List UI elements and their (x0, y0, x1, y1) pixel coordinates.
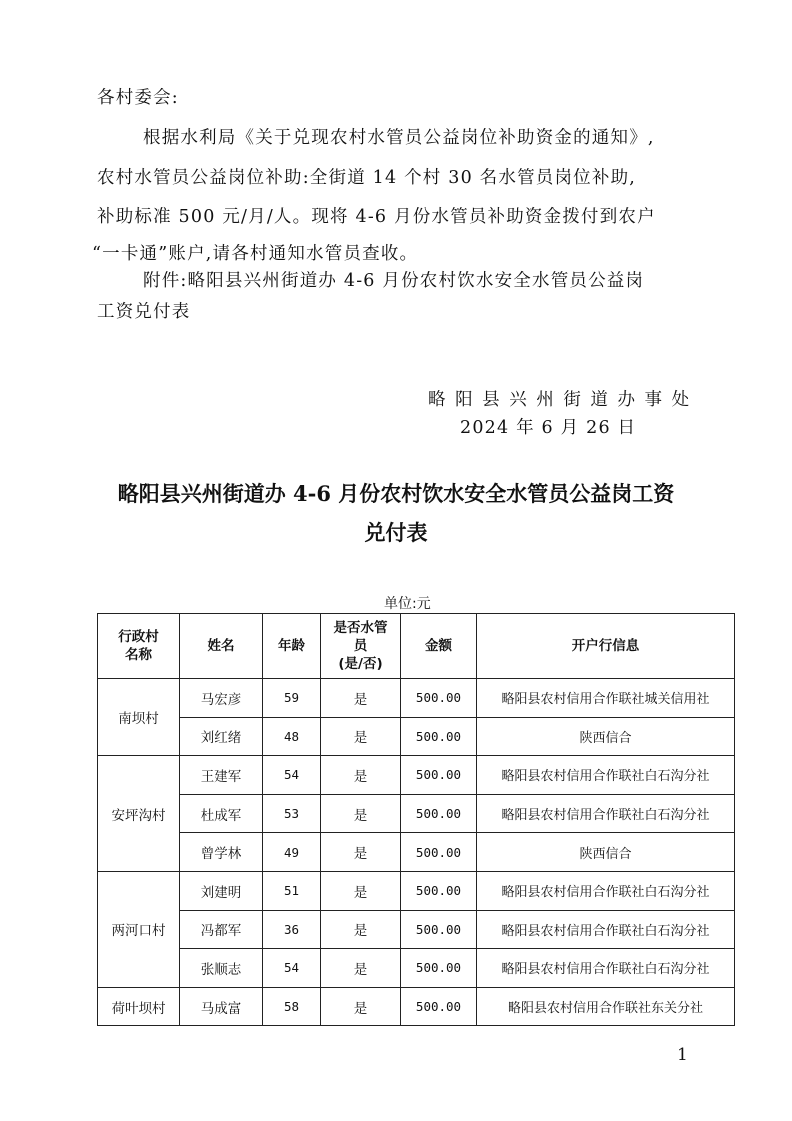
body-paragraph-line: 补助标准 500 元/月/人。现将 4-6 月份水管员补助资金拨付到农户 (97, 207, 656, 227)
name-cell: 张顺志 (180, 949, 263, 988)
bank-cell: 略阳县农村信用合作联社白石沟分社 (477, 871, 735, 910)
amount-cell: 500.00 (401, 987, 477, 1026)
header-name: 姓名 (180, 614, 263, 679)
bank-cell: 陕西信合 (477, 717, 735, 756)
village-cell: 安坪沟村 (98, 756, 180, 872)
amount-cell: 500.00 (401, 717, 477, 756)
amount-cell: 500.00 (401, 679, 477, 718)
name-cell: 马成富 (180, 987, 263, 1026)
is-keeper-cell: 是 (321, 679, 401, 718)
header-village: 行政村 名称 (98, 614, 180, 679)
header-is-keeper: 是否水管 员 (是/否) (321, 614, 401, 679)
age-cell: 59 (263, 679, 321, 718)
table-row (98, 833, 735, 872)
amount-cell: 500.00 (401, 833, 477, 872)
bank-cell: 略阳县农村信用合作联社城关信用社 (477, 679, 735, 718)
attachment-line: 附件:略阳县兴州街道办 4-6 月份农村饮水安全水管员公益岗 (143, 271, 645, 291)
salutation: 各村委会: (97, 88, 179, 108)
is-keeper-cell: 是 (321, 833, 401, 872)
table-row (98, 794, 735, 833)
amount-cell: 500.00 (401, 756, 477, 795)
age-cell: 53 (263, 794, 321, 833)
header-age: 年龄 (263, 614, 321, 679)
is-keeper-cell: 是 (321, 717, 401, 756)
bank-cell: 略阳县农村信用合作联社东关分社 (477, 987, 735, 1026)
table-row (98, 717, 735, 756)
bank-cell: 略阳县农村信用合作联社白石沟分社 (477, 910, 735, 949)
header-bank: 开户行信息 (477, 614, 735, 679)
is-keeper-cell: 是 (321, 949, 401, 988)
age-cell: 54 (263, 949, 321, 988)
name-cell: 马宏彦 (180, 679, 263, 718)
body-paragraph-line: 农村水管员公益岗位补助:全街道 14 个村 30 名水管员岗位补助, (97, 168, 637, 188)
table-title: 略阳县兴州街道办 4-6 月份农村饮水安全水管员公益岗工资 (117, 481, 675, 506)
is-keeper-cell: 是 (321, 871, 401, 910)
village-cell: 南坝村 (98, 679, 180, 756)
amount-cell: 500.00 (401, 949, 477, 988)
village-cell: 荷叶坝村 (98, 987, 180, 1026)
header-amount: 金额 (401, 614, 477, 679)
name-cell: 刘建明 (180, 871, 263, 910)
amount-cell: 500.00 (401, 871, 477, 910)
bank-cell: 略阳县农村信用合作联社白石沟分社 (477, 756, 735, 795)
date: 2024 年 6 月 26 日 (460, 418, 637, 438)
bank-cell: 略阳县农村信用合作联社白石沟分社 (477, 949, 735, 988)
is-keeper-cell: 是 (321, 987, 401, 1026)
signature: 略 阳 县 兴 州 街 道 办 事 处 (428, 390, 692, 410)
table-row (98, 987, 735, 1026)
age-cell: 58 (263, 987, 321, 1026)
name-cell: 曾学林 (180, 833, 263, 872)
page-number: 1 (677, 1045, 688, 1065)
bank-cell: 略阳县农村信用合作联社白石沟分社 (477, 794, 735, 833)
unit-label: 单位:元 (384, 596, 431, 612)
is-keeper-cell: 是 (321, 756, 401, 795)
amount-cell: 500.00 (401, 794, 477, 833)
body-paragraph-line: “一卡通”账户,请各村通知水管员查收。 (92, 244, 419, 264)
table-row (98, 871, 735, 910)
table-row (98, 756, 735, 795)
name-cell: 冯都军 (180, 910, 263, 949)
amount-cell: 500.00 (401, 910, 477, 949)
name-cell: 刘红绪 (180, 717, 263, 756)
table-row (98, 679, 735, 718)
table-header-row (98, 614, 735, 679)
age-cell: 36 (263, 910, 321, 949)
is-keeper-cell: 是 (321, 794, 401, 833)
table-row (98, 949, 735, 988)
body-paragraph-line: 根据水利局《关于兑现农村水管员公益岗位补助资金的通知》, (143, 128, 655, 148)
age-cell: 49 (263, 833, 321, 872)
name-cell: 王建军 (180, 756, 263, 795)
age-cell: 48 (263, 717, 321, 756)
attachment-line: 工资兑付表 (97, 302, 191, 322)
table-row (98, 910, 735, 949)
name-cell: 杜成军 (180, 794, 263, 833)
bank-cell: 陕西信合 (477, 833, 735, 872)
village-cell: 两河口村 (98, 871, 180, 987)
payment-table (97, 613, 735, 1026)
age-cell: 51 (263, 871, 321, 910)
age-cell: 54 (263, 756, 321, 795)
is-keeper-cell: 是 (321, 910, 401, 949)
table-title: 兑付表 (364, 520, 428, 545)
